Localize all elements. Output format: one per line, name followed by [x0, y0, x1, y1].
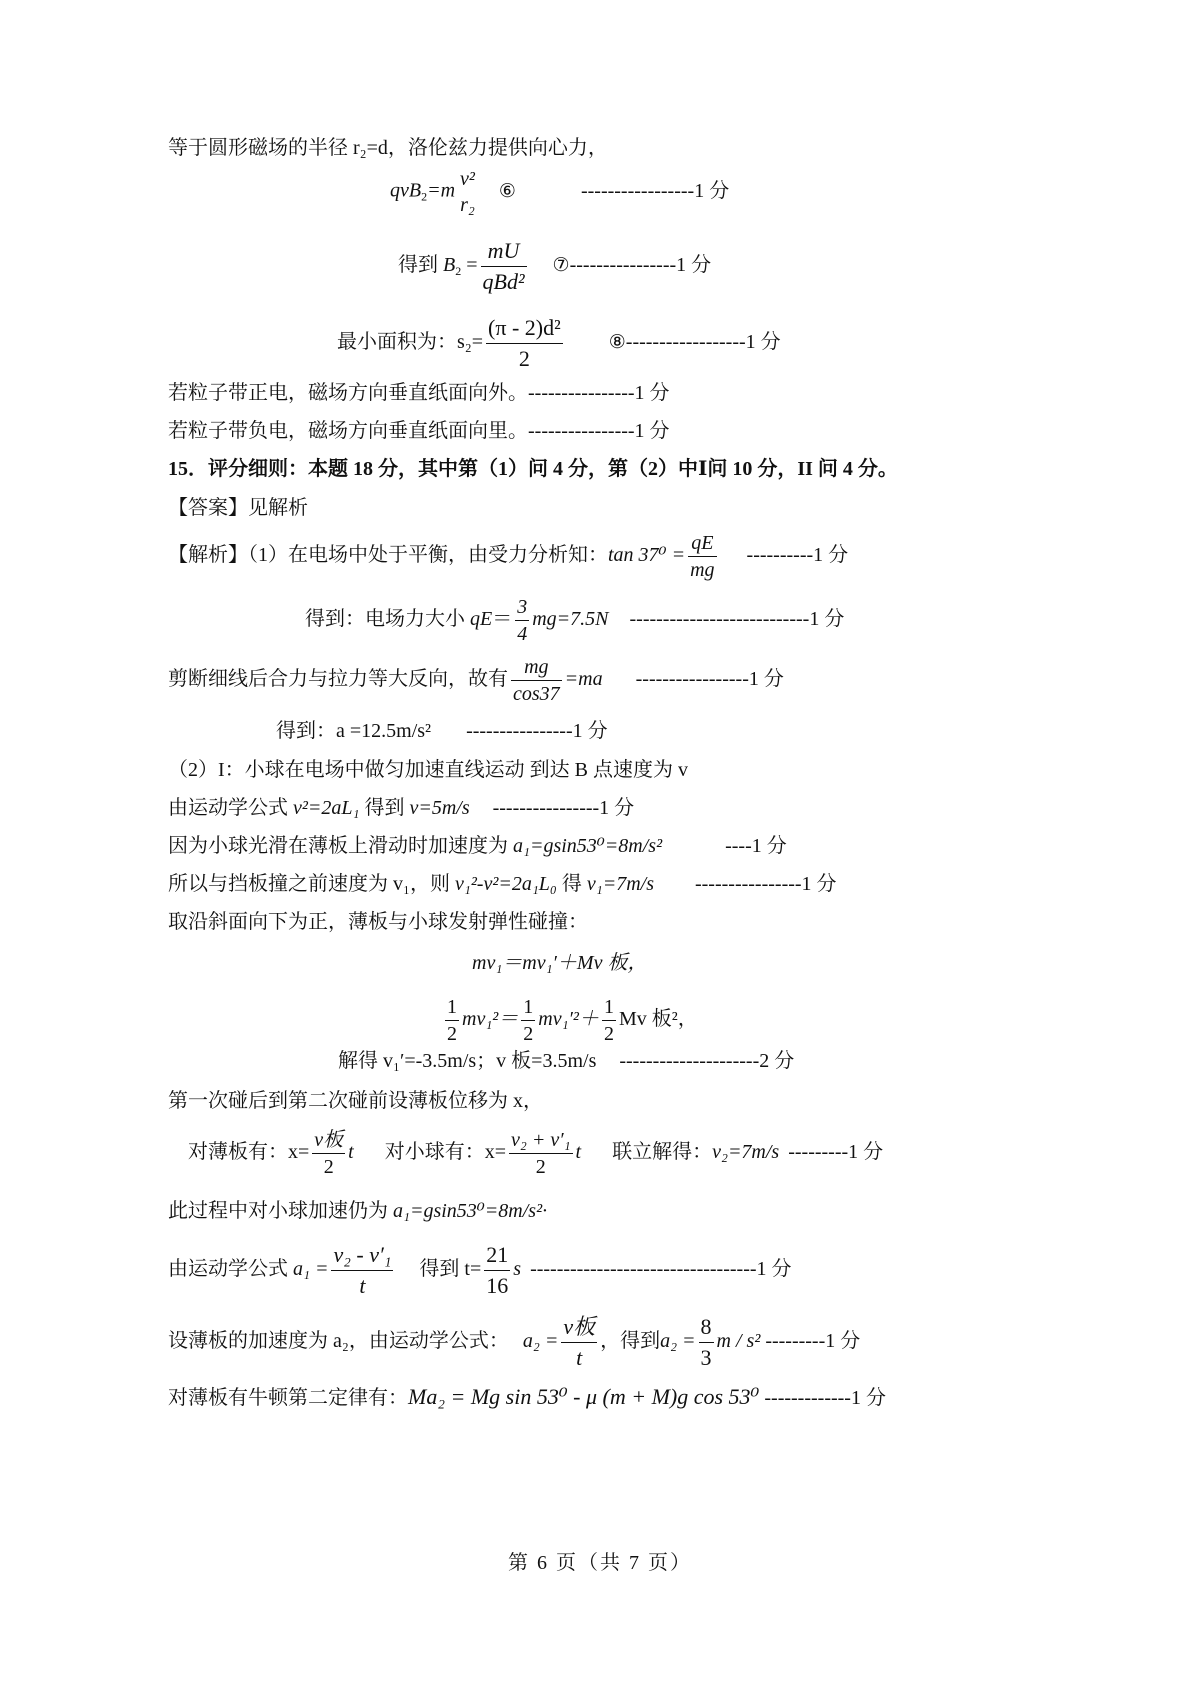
denominator: cos37 — [513, 683, 560, 705]
equation-expr: a =12.5m/s² — [336, 720, 432, 742]
text-mid: 得到 t= — [419, 1258, 482, 1281]
equals-sign: = — [461, 254, 478, 277]
denominator: t — [576, 1345, 583, 1370]
equation-line — [398, 236, 711, 297]
numerator: qE — [688, 530, 716, 557]
equation-lhs: tan 37⁰ = — [608, 544, 686, 567]
fraction — [481, 236, 527, 297]
equation-expr: v₁=7m/s — [586, 873, 654, 895]
equation-lhs: qvB — [390, 179, 422, 202]
equation-number: ⑧ — [608, 331, 626, 354]
equation-prefix: 最小面积为：s₂= — [337, 331, 484, 354]
text-prefix: 对薄板有牛顿第二定律有： — [168, 1387, 408, 1409]
numerator: v² — [460, 168, 475, 190]
numerator: v₂ + v′₁ — [509, 1127, 573, 1154]
text-prefix: 对小球有：x= — [384, 1141, 507, 1164]
denominator: 2 — [523, 1023, 534, 1045]
equation-term: mv₁²＝ — [462, 1008, 519, 1031]
score-marker: ---------------------------1 分 — [629, 608, 845, 631]
equation-line — [168, 871, 837, 897]
score-marker: ----------------1 分 — [569, 254, 712, 277]
numerator: mg — [511, 654, 562, 681]
denominator: 2 — [323, 1156, 334, 1178]
text-mid: ，得到 — [600, 1330, 661, 1353]
text-line: 等于圆形磁场的半径 r₂=d，洛伦兹力提供向心力， — [168, 137, 608, 159]
fraction — [486, 313, 563, 374]
equation-lhs: a₂ = — [522, 1330, 559, 1353]
equation-line — [188, 1127, 883, 1180]
variable-t: t — [348, 1141, 354, 1164]
text-prefix: 【解析】（1）在电场中处于平衡，由受力分析知： — [168, 544, 608, 567]
score-marker: -----------------1 分 — [635, 668, 784, 691]
text-prefix: 对薄板有：x= — [188, 1141, 310, 1164]
equation-line — [168, 654, 784, 707]
equation-expr: v₂=7m/s — [712, 1141, 780, 1164]
denominator: mg — [690, 559, 715, 581]
equation-rhs: =ma — [564, 668, 603, 691]
equation-expr: a₁=gsin53⁰=8m/s² — [513, 835, 663, 857]
equation-line — [337, 313, 781, 374]
score-marker: ----1 分 — [725, 835, 787, 857]
text-line: 【答案】见解析 — [168, 497, 308, 519]
text-prefix: 由运动学公式 — [168, 1258, 293, 1281]
section-heading: 15．评分细则：本题 18 分，其中第（1）问 4 分，第（2）中Ⅰ问 10 分，II 问 4 分。 — [168, 458, 898, 480]
equation-expr: v²=2aL₁ — [293, 797, 360, 819]
unit: s — [513, 1258, 522, 1281]
text-prefix: 得到：电场力大小 — [305, 608, 470, 631]
numerator: 1 — [602, 994, 616, 1021]
equation-line — [390, 166, 729, 218]
fraction — [509, 1127, 573, 1180]
equation-term: Mv 板²， — [618, 1008, 698, 1031]
equation-lhs: a₁ = — [293, 1258, 329, 1281]
text-prefix: 因为小球光滑在薄板上滑动时加速度为 — [168, 835, 513, 857]
numerator: 21 — [484, 1240, 510, 1271]
equation-line — [168, 833, 787, 859]
score-marker: ----------1 分 — [746, 544, 849, 567]
equation-rhs: mg=7.5N — [532, 608, 609, 631]
fraction — [445, 994, 459, 1047]
text-line: 若粒子带正电，磁场方向垂直纸面向外。----------------1 分 — [168, 382, 670, 404]
fraction — [561, 1312, 597, 1373]
equation-term: mv₁′²＋ — [538, 1008, 599, 1031]
equation-line: mv₁＝mv₁′＋Mv 板， — [472, 952, 648, 974]
fraction — [688, 530, 716, 583]
subscript: 2 — [455, 264, 462, 279]
denominator: t — [359, 1273, 366, 1298]
text-prefix: 由运动学公式 — [168, 797, 293, 819]
score-marker: -----------------1 分 — [580, 179, 730, 202]
numerator: v板 — [561, 1312, 597, 1343]
equation-expr: Ma₂ = Mg sin 53⁰ - μ (m + M)g cos 53⁰ — [408, 1384, 760, 1409]
score-marker: ----------------------------------1 分 — [530, 1258, 792, 1281]
denominator: 4 — [517, 623, 528, 645]
numerator: mU — [481, 236, 527, 267]
text-line: 取沿斜面向下为正，薄板与小球发射弹性碰撞： — [168, 911, 588, 933]
equation-prefix: 得到 — [398, 254, 443, 277]
numerator: 1 — [521, 994, 535, 1021]
page-footer: 第 6 页（共 7 页） — [508, 1552, 692, 1574]
denominator: qBd² — [482, 269, 525, 294]
equation-line — [168, 1198, 547, 1224]
text-prefix: 所以与挡板撞之前速度为 v₁，则 — [168, 873, 455, 895]
numerator: v₂ - v′₁ — [331, 1240, 393, 1271]
denominator: r₂ — [460, 194, 475, 216]
fraction — [331, 1240, 393, 1301]
equation-lhs: a₂ = — [660, 1330, 696, 1353]
numerator: 3 — [515, 594, 529, 621]
equation-line — [168, 1384, 886, 1411]
text-prefix: 剪断细线后合力与拉力等大反向，故有 — [168, 668, 508, 691]
score-marker: ---------1 分 — [765, 1330, 861, 1353]
equation-lhs: qE — [470, 608, 493, 631]
fraction — [699, 1312, 714, 1373]
denominator: 2 — [518, 346, 530, 371]
score-marker: ----------------1 分 — [694, 873, 837, 895]
score-marker: ----------------1 分 — [492, 797, 635, 819]
score-marker: ---------------------2 分 — [619, 1050, 795, 1072]
text-line: （2）I：小球在电场中做匀加速直线运动 到达 B 点速度为 v — [168, 759, 688, 781]
text-mid: 得到 — [359, 797, 410, 819]
text-mid: 得 — [556, 873, 587, 895]
text-line: 第一次碰后到第二次碰前设薄板位移为 x， — [168, 1090, 543, 1112]
equation-line — [338, 1048, 794, 1074]
equation-expr: v₁²-v²=2a₁L₀ — [454, 873, 557, 895]
numerator: (π - 2)d² — [486, 313, 563, 344]
equation-number: ⑦ — [552, 254, 570, 277]
fraction — [602, 994, 616, 1047]
text-prefix: 联立解得： — [612, 1141, 713, 1164]
denominator: 16 — [486, 1273, 509, 1298]
score-marker: ---------1 分 — [788, 1141, 884, 1164]
equation-expr: a₁=gsin53⁰=8m/s²· — [393, 1200, 548, 1222]
text-prefix: 设薄板的加速度为 a₂，由运动学公式： — [168, 1330, 509, 1353]
numerator: 8 — [699, 1312, 714, 1343]
equation-expr: v=5m/s — [409, 797, 470, 819]
equation-line — [442, 994, 698, 1047]
denominator: 2 — [603, 1023, 614, 1045]
numerator: 1 — [445, 994, 459, 1021]
equation-line — [168, 1312, 860, 1373]
fraction — [458, 166, 477, 218]
equals-sign: =m — [427, 179, 456, 202]
equation-expr: 解得 v₁′=-3.5m/s；v 板=3.5m/s — [338, 1050, 597, 1072]
fraction — [521, 994, 535, 1047]
equation-number: ⑥ — [498, 179, 516, 202]
fraction — [312, 1127, 345, 1180]
score-marker: ------------------1 分 — [625, 331, 781, 354]
text-prefix: 得到： — [276, 720, 336, 742]
subscript: 2 — [421, 189, 428, 204]
score-marker: -------------1 分 — [764, 1387, 886, 1409]
variable-t: t — [575, 1141, 582, 1164]
equation-line — [168, 530, 848, 583]
denominator: 2 — [447, 1023, 457, 1045]
denominator: 2 — [535, 1156, 546, 1178]
equation-line — [168, 795, 634, 821]
equation-line — [168, 1240, 792, 1301]
denominator: 3 — [700, 1345, 712, 1370]
unit: m / s² — [716, 1330, 761, 1353]
fraction — [484, 1240, 510, 1301]
equals-sign: ＝ — [492, 608, 513, 631]
equation-lhs: B — [443, 254, 456, 277]
text-line: 若粒子带负电，磁场方向垂直纸面向里。----------------1 分 — [168, 420, 670, 442]
equation-line — [305, 594, 844, 647]
equation-line — [276, 718, 608, 744]
numerator: v板 — [312, 1127, 345, 1154]
score-marker: ----------------1 分 — [466, 720, 608, 742]
text-prefix: 此过程中对小球加速仍为 — [168, 1200, 393, 1222]
fraction — [511, 654, 562, 707]
fraction — [515, 594, 529, 647]
